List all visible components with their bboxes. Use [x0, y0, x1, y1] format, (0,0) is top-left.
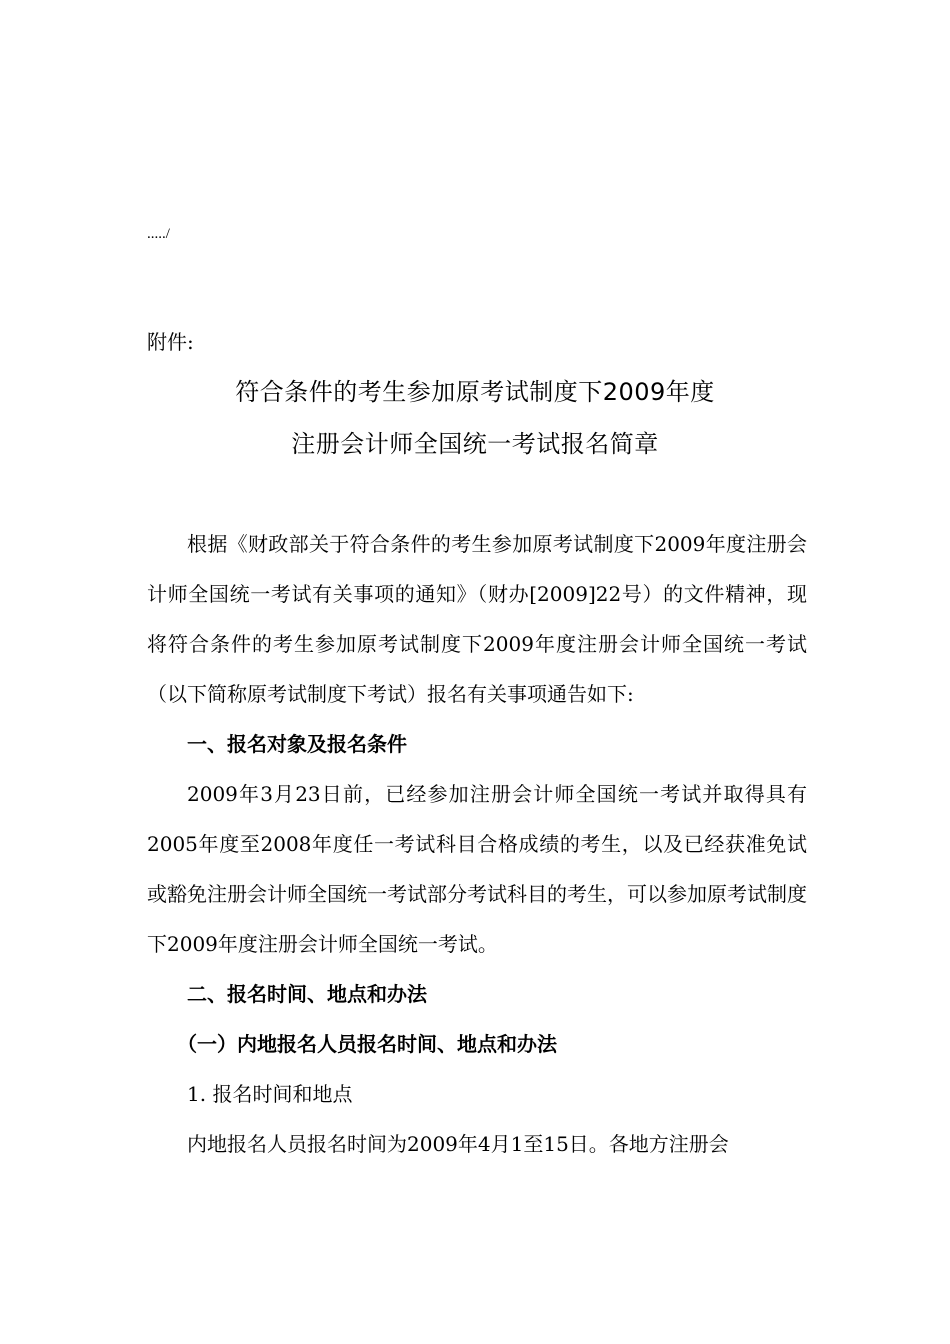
- section-2-heading: 二、报名时间、地点和办法: [187, 982, 427, 1006]
- intro-paragraph: 根据《财政部关于符合条件的考生参加原考试制度下2009年度注册会计师全国统一考试有关事项的通知》（财办[2009]22号）的文件精神，现将符合条件的考生参加原考试制度下2009年度注册会计师全国统一考试（以下简称原考试制度下考试）报名有关事项通告如下:: [147, 532, 807, 706]
- attachment-label: 附件:: [147, 330, 194, 354]
- document-body: [147, 519, 807, 1169]
- item-1-paragraph: 内地报名人员报名时间为2009年4月1至15日。各地方注册会: [187, 1132, 729, 1156]
- subsection-1-heading: （一）内地报名人员报名时间、地点和办法: [177, 1032, 557, 1056]
- header-dots: ...../: [147, 226, 170, 242]
- section-1-paragraph: 2009年3月23日前，已经参加注册会计师全国统一考试并取得具有2005年度至2008年度任一考试科目合格成绩的考生，以及已经获准免试或豁免注册会计师全国统一考试部分考试科目的考生，可以参加原考试制度下2009年度注册会计师全国统一考试。: [147, 782, 807, 956]
- document-title-line-1: 符合条件的考生参加原考试制度下2009年度: [235, 378, 715, 406]
- document-title-line-2: 注册会计师全国统一考试报名简章: [291, 430, 659, 458]
- item-1-label: 1. 报名时间和地点: [187, 1082, 353, 1106]
- section-1-heading: 一、报名对象及报名条件: [187, 732, 407, 756]
